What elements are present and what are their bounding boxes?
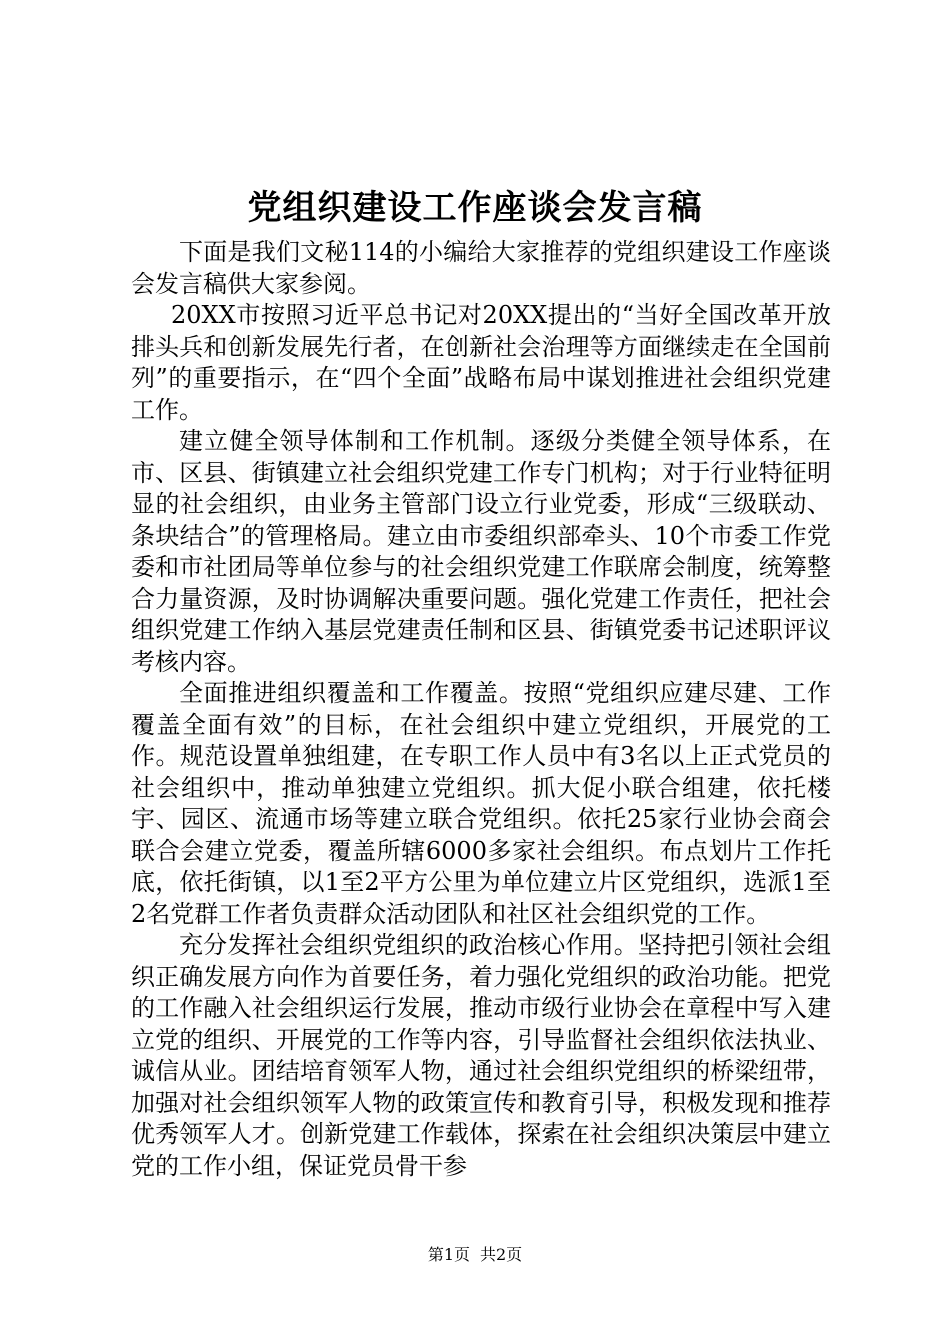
page-number-current: 第1页: [427, 1245, 470, 1264]
paragraph-intro: 下面是我们文秘114的小编给大家推荐的党组织建设工作座谈会发言稿供大家参阅。: [131, 238, 831, 298]
document-title: 党组织建设工作座谈会发言稿: [247, 188, 703, 228]
page-number-total: 共2页: [480, 1245, 523, 1264]
paragraph-leadership-system: 建立健全领导体制和工作机制。逐级分类健全领导体系，在市、区县、街镇建立社会组织党建工作专门机构；对于行业特征明显的社会组织，由业务主管部门设立行业党委，形成“三级联动、条块结合”的管理格局。建立由市委组织部牵头、10个市委工作党委和市社团局等单位参与的社会组织党建工作联席会制度，统筹整合力量资源，及时协调解决重要问题。强化党建工作责任，把社会组织党建工作纳入基层党建责任制和区县、街镇党委书记述职评议考核内容。: [131, 427, 831, 676]
paragraph-coverage: 全面推进组织覆盖和工作覆盖。按照“党组织应建尽建、工作覆盖全面有效”的目标，在社会组织中建立党组织，开展党的工作。规范设置单独组建，在专职工作人员中有3名以上正式党员的社会组织中，推动单独建立党组织。抓大促小联合组建，依托楼宇、园区、流通市场等建立联合党组织。依托25家行业协会商会联合会建立党委，覆盖所辖6000多家社会组织。布点划片工作托底，依托街镇，以1至2平方公里为单位建立片区党组织，选派1至2名党群工作者负责群众活动团队和社区社会组织党的工作。: [131, 679, 831, 928]
paragraph-background: 20XX市按照习近平总书记对20XX提出的“当好全国改革开放排头兵和创新发展先行者，在创新社会治理等方面继续走在全国前列”的重要指示，在“四个全面”战略布局中谋划推进社会组织党建工作。: [131, 301, 831, 424]
page-footer: [0, 1244, 950, 1266]
paragraph-political-core: 充分发挥社会组织党组织的政治核心作用。坚持把引领社会组织正确发展方向作为首要任务，着力强化党组织的政治功能。把党的工作融入社会组织运行发展，推动市级行业协会在章程中写入建立党的组织、开展党的工作等内容，引导监督社会组织依法执业、诚信从业。团结培育领军人物，通过社会组织党组织的桥梁纽带，加强对社会组织领军人物的政策宣传和教育引导，积极发现和推荐优秀领军人才。创新党建工作载体，探索在社会组织决策层中建立党的工作小组，保证党员骨干参: [131, 931, 831, 1180]
document-body: [131, 237, 831, 1182]
